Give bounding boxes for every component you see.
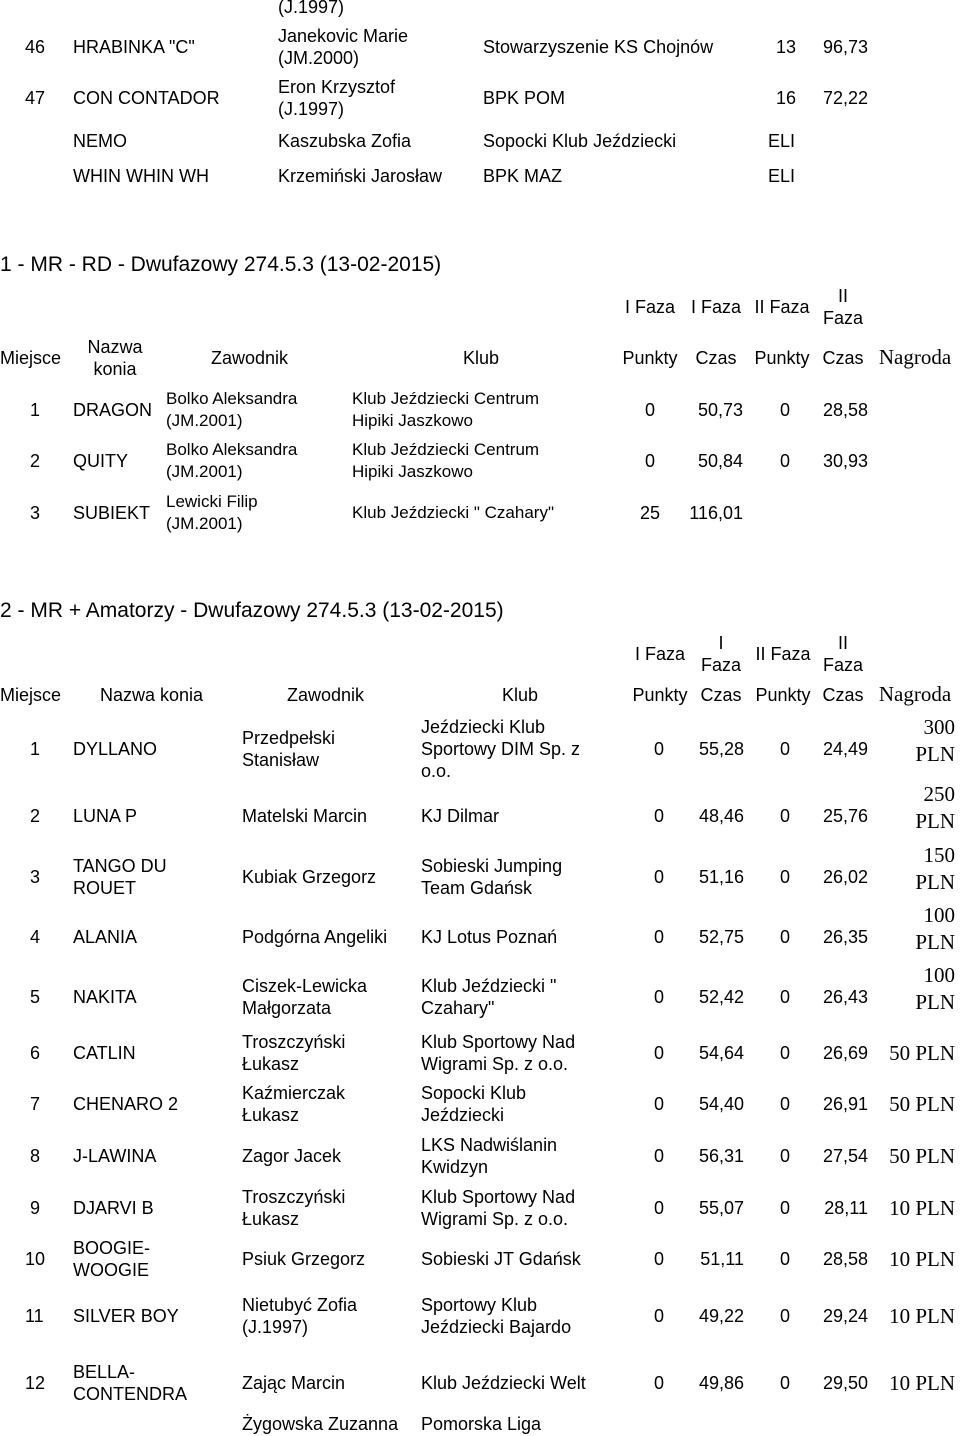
- time: 28,58: [822, 1249, 868, 1269]
- time: 51,11: [700, 1249, 744, 1269]
- club-name: Klub Sportowy Nad Wigrami Sp. z o.o.: [421, 1032, 576, 1074]
- header-phase: II Faza: [755, 644, 811, 664]
- rider-name: Bolko Aleksandra (JM.2001): [166, 440, 298, 481]
- header-time: Czas: [822, 685, 864, 705]
- rider-name: Żygowska Zuzanna: [242, 1414, 399, 1434]
- rider-name: Janekovic Marie (JM.2000): [278, 26, 409, 68]
- points: 0: [779, 451, 790, 471]
- prize-amount: 250 PLN: [915, 782, 955, 833]
- horse-name: LUNA P: [73, 806, 138, 826]
- prize-amount: 100 PLN: [915, 963, 955, 1014]
- place: 8: [30, 1146, 41, 1166]
- club-name: KJ Lotus Poznań: [421, 927, 558, 947]
- club-name: Klub Sportowy Nad Wigrami Sp. z o.o.: [421, 1187, 576, 1229]
- header-phase: I Faza: [624, 297, 676, 317]
- header-time: Czas: [700, 685, 742, 705]
- horse-name: DJARVI B: [73, 1198, 154, 1218]
- time: 27,54: [822, 1146, 868, 1166]
- place: 9: [30, 1198, 41, 1218]
- place: 47: [25, 88, 46, 108]
- rider-name: Kaźmierczak Łukasz: [242, 1083, 346, 1125]
- header-rider: Zawodnik: [287, 685, 365, 705]
- time: 56,31: [698, 1146, 744, 1166]
- club-name: Pomorska Liga: [421, 1414, 542, 1434]
- place: 3: [30, 503, 41, 523]
- header-phase: I Faza: [690, 297, 742, 317]
- header-horse: Nazwa konia: [87, 337, 143, 379]
- points: 0: [779, 1249, 790, 1269]
- header-place: Miejsce: [0, 685, 62, 705]
- time: 54,40: [698, 1094, 744, 1114]
- header-club: Klub: [502, 685, 539, 705]
- points: 0: [779, 1306, 790, 1326]
- club-name: Sportowy Klub Jeździecki Bajardo: [421, 1295, 572, 1337]
- club-name: Stowarzyszenie KS Chojnów: [483, 37, 714, 57]
- points: 0: [653, 1146, 664, 1166]
- time: 24,49: [822, 739, 868, 759]
- points: 0: [779, 987, 790, 1007]
- time: 96,73: [822, 37, 868, 57]
- rider-name: Zagor Jacek: [242, 1146, 342, 1166]
- time: 55,28: [698, 739, 744, 759]
- points: 0: [653, 867, 664, 887]
- time: 49,86: [698, 1373, 744, 1393]
- header-prize: Nagroda: [878, 345, 952, 369]
- points: 0: [779, 1146, 790, 1166]
- header-prize: Nagroda: [878, 682, 952, 706]
- section-title: 1 - MR - RD - Dwufazowy 274.5.3 (13-02-2015): [0, 253, 442, 276]
- club-name: Sobieski JT Gdańsk: [421, 1249, 581, 1269]
- header-time: Czas: [695, 348, 737, 368]
- rider-name: Kaszubska Zofia: [278, 131, 412, 151]
- points: 0: [653, 1249, 664, 1269]
- points: 0: [779, 1094, 790, 1114]
- time: 26,69: [822, 1043, 868, 1063]
- rider-name: Troszczyński Łukasz: [242, 1187, 346, 1229]
- header-rider: Zawodnik: [211, 348, 289, 368]
- points: 25: [639, 503, 660, 523]
- rider-name: (J.1997): [278, 0, 345, 17]
- rider-name: Lewicki Filip (JM.2001): [166, 492, 258, 533]
- prize-amount: 50 PLN: [889, 1040, 955, 1065]
- prize-amount: 10 PLN: [889, 1195, 955, 1220]
- header-horse: Nazwa konia: [100, 685, 204, 705]
- club-name: KJ Dilmar: [421, 806, 500, 826]
- club-name: Klub Jeździecki Centrum Hipiki Jaszkowo: [352, 440, 540, 481]
- rider-name: Podgórna Angeliki: [242, 927, 388, 947]
- time: 49,22: [698, 1306, 744, 1326]
- points: 13: [775, 37, 796, 57]
- time: 48,46: [698, 806, 744, 826]
- prize-amount: 10 PLN: [889, 1246, 955, 1271]
- time: 116,01: [689, 503, 743, 523]
- horse-name: ALANIA: [73, 927, 138, 947]
- header-points: Punkty: [754, 348, 810, 368]
- time: 25,76: [822, 806, 868, 826]
- time: 51,16: [698, 867, 744, 887]
- horse-name: NAKITA: [73, 987, 137, 1007]
- header-time: Czas: [822, 348, 864, 368]
- points: 0: [644, 400, 655, 420]
- points: 0: [779, 400, 790, 420]
- time: 29,24: [822, 1306, 868, 1326]
- place: 2: [30, 451, 41, 471]
- points: 0: [653, 927, 664, 947]
- horse-name: NEMO: [73, 131, 127, 151]
- horse-name: DYLLANO: [73, 739, 158, 759]
- place: 4: [30, 927, 41, 947]
- time: 29,50: [822, 1373, 868, 1393]
- header-phase: II Faza: [822, 633, 864, 675]
- prize-amount: 50 PLN: [889, 1091, 955, 1116]
- rider-name: Troszczyński Łukasz: [242, 1032, 346, 1074]
- points: 0: [779, 1373, 790, 1393]
- place: 10: [25, 1249, 46, 1269]
- prize-amount: 10 PLN: [889, 1370, 955, 1395]
- time: 54,64: [698, 1043, 744, 1063]
- horse-name: WHIN WHIN WH: [73, 166, 209, 186]
- points: 0: [779, 1043, 790, 1063]
- club-name: Klub Jeździecki Welt: [421, 1373, 586, 1393]
- time: 26,91: [822, 1094, 868, 1114]
- club-name: Sopocki Klub Jeździecki: [421, 1083, 527, 1125]
- points: 0: [653, 987, 664, 1007]
- horse-name: BOOGIE- WOOGIE: [73, 1238, 151, 1280]
- points: 0: [653, 1306, 664, 1326]
- place: 12: [25, 1373, 46, 1393]
- points: 16: [775, 88, 796, 108]
- club-name: Sobieski Jumping Team Gdańsk: [421, 856, 563, 898]
- time: 50,84: [697, 451, 743, 471]
- rider-name: Ciszek-Lewicka Małgorzata: [242, 976, 368, 1018]
- header-club: Klub: [463, 348, 500, 368]
- header-place: Miejsce: [0, 348, 62, 368]
- club-name: Klub Jeździecki " Czahary": [352, 503, 554, 522]
- rider-name: Matelski Marcin: [242, 806, 368, 826]
- points: 0: [653, 739, 664, 759]
- points: 0: [653, 1043, 664, 1063]
- points: 0: [779, 867, 790, 887]
- time: 28,11: [824, 1198, 868, 1218]
- horse-name: SUBIEKT: [73, 503, 151, 523]
- header-phase: II Faza: [822, 286, 864, 328]
- points: 0: [779, 1198, 790, 1218]
- time: 26,02: [822, 867, 868, 887]
- prize-amount: 100 PLN: [915, 903, 955, 954]
- rider-name: Kubiak Grzegorz: [242, 867, 377, 887]
- time: 50,73: [697, 400, 743, 420]
- header-points: Punkty: [622, 348, 678, 368]
- rider-name: Bolko Aleksandra (JM.2001): [166, 389, 298, 430]
- prize-amount: 10 PLN: [889, 1303, 955, 1328]
- club-name: Klub Jeździecki Centrum Hipiki Jaszkowo: [352, 389, 540, 430]
- points: 0: [779, 806, 790, 826]
- horse-name: DRAGON: [73, 400, 153, 420]
- club-name: Sopocki Klub Jeździecki: [483, 131, 677, 151]
- prize-amount: 300 PLN: [915, 715, 955, 766]
- rider-name: Krzemiński Jarosław: [278, 166, 443, 186]
- place: 7: [30, 1094, 41, 1114]
- horse-name: SILVER BOY: [73, 1306, 179, 1326]
- place: 2: [30, 806, 41, 826]
- header-points: Punkty: [755, 685, 811, 705]
- points: 0: [644, 451, 655, 471]
- status-eliminated: ELI: [768, 131, 796, 151]
- header-phase: I Faza: [634, 644, 686, 664]
- time: 55,07: [698, 1198, 744, 1218]
- rider-name: Zając Marcin: [242, 1373, 346, 1393]
- points: 0: [779, 739, 790, 759]
- header-phase: I Faza: [700, 633, 742, 675]
- rider-name: Eron Krzysztof (J.1997): [278, 77, 396, 119]
- rider-name: Przedpełski Stanisław: [242, 728, 336, 770]
- prize-amount: 150 PLN: [915, 843, 955, 894]
- club-name: BPK MAZ: [483, 166, 563, 186]
- club-name: LKS Nadwiślanin Kwidzyn: [421, 1135, 558, 1177]
- horse-name: CATLIN: [73, 1043, 136, 1063]
- header-points: Punkty: [632, 685, 688, 705]
- horse-name: QUITY: [73, 451, 129, 471]
- rider-name: Psiuk Grzegorz: [242, 1249, 366, 1269]
- place: 5: [30, 987, 41, 1007]
- points: 0: [653, 1373, 664, 1393]
- horse-name: TANGO DU ROUET: [73, 856, 167, 898]
- place: 6: [30, 1043, 41, 1063]
- points: 0: [653, 1094, 664, 1114]
- prize-amount: 50 PLN: [889, 1143, 955, 1168]
- points: 0: [779, 927, 790, 947]
- club-name: Klub Jeździecki " Czahary": [421, 976, 557, 1018]
- club-name: BPK POM: [483, 88, 566, 108]
- place: 11: [25, 1306, 44, 1326]
- horse-name: J-LAWINA: [73, 1146, 157, 1166]
- place: 1: [30, 400, 41, 420]
- time: 28,58: [822, 400, 868, 420]
- status-eliminated: ELI: [768, 166, 796, 186]
- horse-name: HRABINKA "C": [73, 37, 195, 57]
- time: 52,75: [698, 927, 744, 947]
- horse-name: BELLA- CONTENDRA: [73, 1362, 188, 1404]
- club-name: Jeździecki Klub Sportowy DIM Sp. z o.o.: [421, 717, 581, 781]
- rider-name: Nietubyć Zofia (J.1997): [242, 1295, 358, 1337]
- points: 0: [653, 1198, 664, 1218]
- time: 30,93: [822, 451, 868, 471]
- place: 46: [25, 37, 46, 57]
- section-title: 2 - MR + Amatorzy - Dwufazowy 274.5.3 (13-02-2015): [0, 599, 504, 622]
- time: 72,22: [822, 88, 868, 108]
- points: 0: [653, 806, 664, 826]
- horse-name: CHENARO 2: [73, 1094, 179, 1114]
- time: 26,35: [822, 927, 868, 947]
- place: 3: [30, 867, 41, 887]
- time: 52,42: [698, 987, 744, 1007]
- header-phase: II Faza: [754, 297, 810, 317]
- horse-name: CON CONTADOR: [73, 88, 220, 108]
- time: 26,43: [822, 987, 868, 1007]
- place: 1: [30, 739, 41, 759]
